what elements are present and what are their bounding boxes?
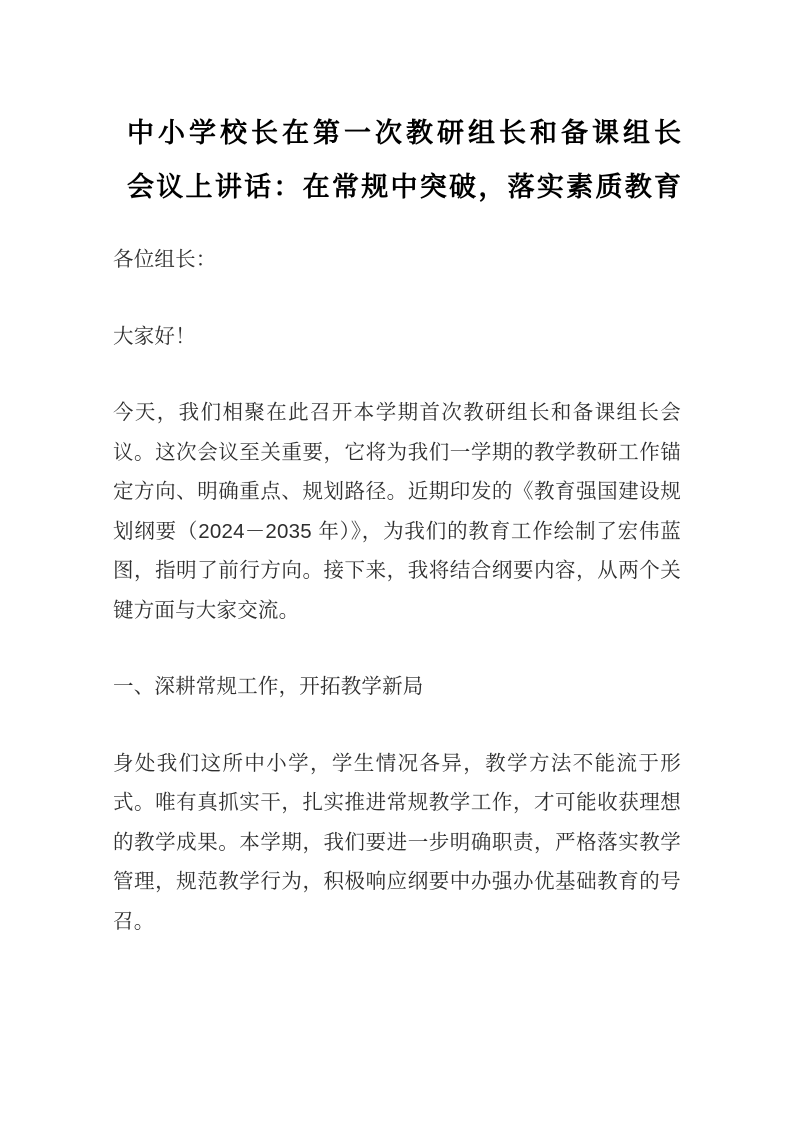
- greeting: 大家好！: [113, 324, 196, 348]
- section-one-paragraph: 身处我们这所中小学，学生情况各异，教学方法不能流于形式。唯有真抓实干，扎实推进常规教学工作，才可能收获理想的教学成果。本学期，我们要进一步明确职责，严格落实教学管理，规范教学行为，积极响应纲要中办强办优基础教育的号召。: [113, 751, 681, 933]
- section-heading-one: 一、深耕常规工作，开拓教学新局: [113, 675, 424, 698]
- document-content: [113, 106, 681, 941]
- page-title-line-2: 会议上讲话：在常规中突破，落实素质教育: [127, 172, 681, 202]
- page-title-line-1: 中小学校长在第一次教研组长和备课组长: [127, 118, 681, 148]
- intro-paragraph: 今天，我们相聚在此召开本学期首次教研组长和备课组长会议。这次会议至关重要，它将为我们一学期的教学教研工作锚定方向、明确重点、规划路径。近期印发的《教育强国建设规划纲要（2024－2035 年）》，为我们的教育工作绘制了宏伟蓝图，指明了前行方向。接下来，我将结合纲要内容，从两个关键方面与大家交流。: [113, 401, 681, 622]
- page-title: [113, 106, 681, 214]
- salutation: 各位组长：: [113, 248, 217, 271]
